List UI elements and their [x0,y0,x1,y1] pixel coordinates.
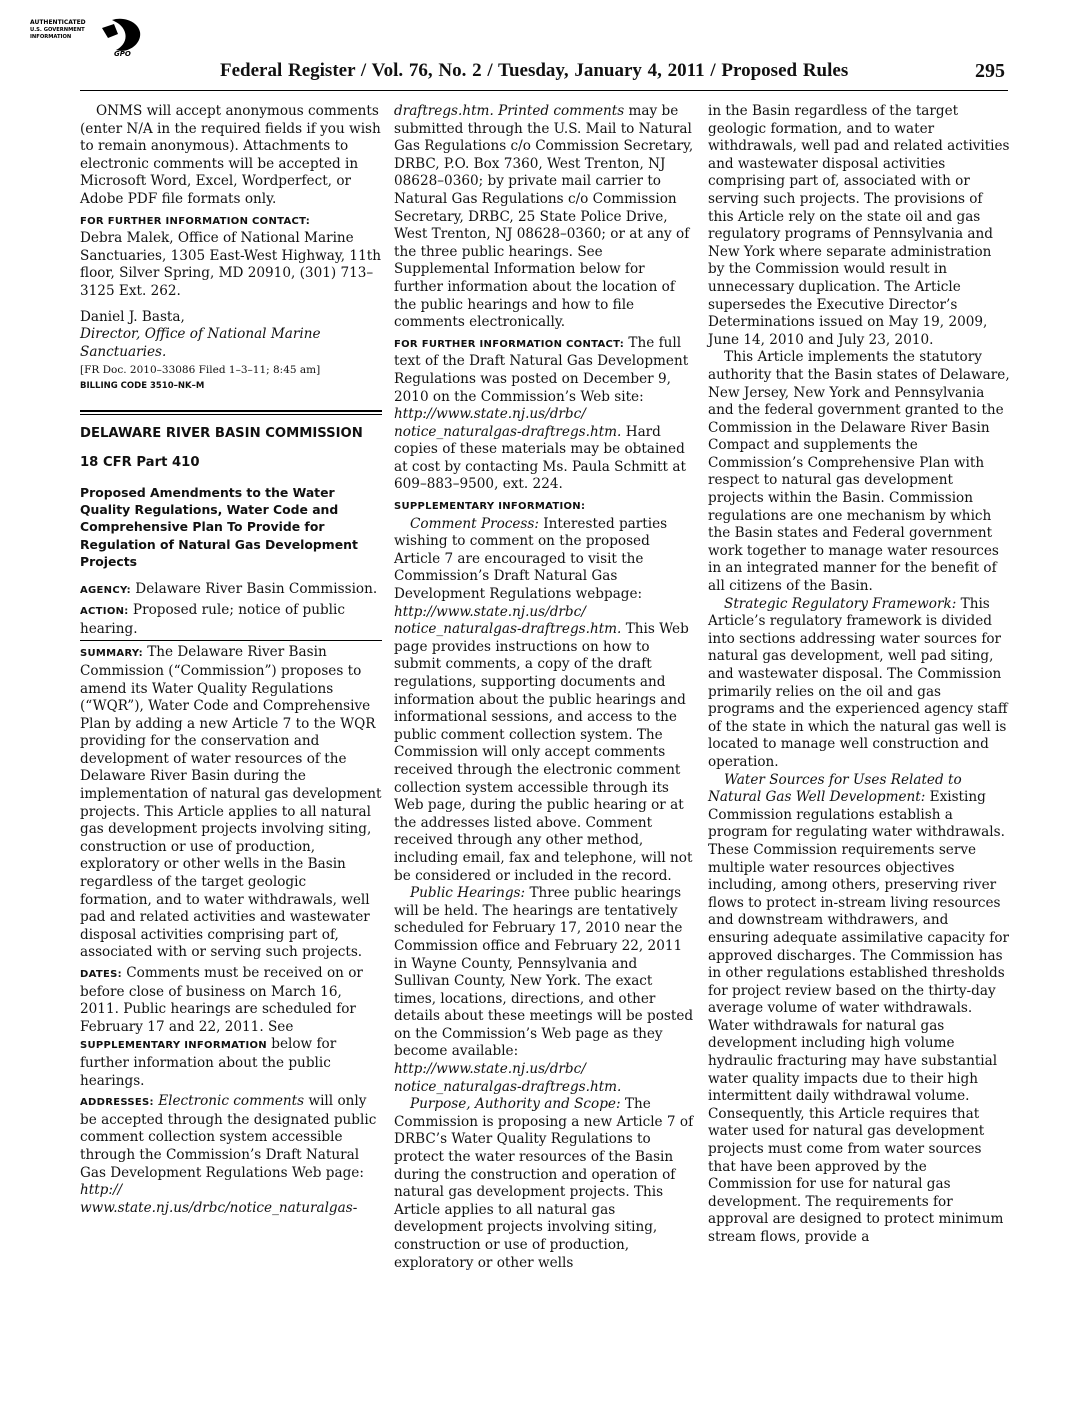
svg-text:INFORMATION: INFORMATION [30,34,72,40]
agency-line: AGENCY: Delaware River Basin Commission. [80,580,378,597]
scope-continuation-paragraph: in the Basin regardless of the target geologic formation, and to water withdrawals, well pad and related activities and wastewater disposal activities comprising part of, associated with or serving such projects. The provisions of this Article rely on the state oil and gas regulatory programs of Pennsylvania and New York where separate administration by the Commission would result in unnecessary duplication. The Article supersedes the Executive Director’s Determinations issued on May 19, 2009, June 14, 2010 and July 23, 2010. [708,103,1010,348]
page-header [220,60,1008,86]
svg-text:U.S. GOVERNMENT: U.S. GOVERNMENT [30,27,85,33]
signer-title: Director, Office of National Marine Sanctuaries. [80,326,321,360]
signer-name: Daniel J. Basta, [80,308,185,325]
summary-paragraph: SUMMARY: The Delaware River Basin Commission (“Commission”) proposes to amend its Water Quality Regulations (“WQR”), Water Code and Comprehensive Plan by adding a new Article 7 to the WQR providing for the conservation and development of water resources of the Delaware River Basin during the implementation of natural gas development projects. This Article applies to all natural gas development projects involving siting, construction or use of production, exploratory or other wells in the Basin regardless of the target geologic formation, and to water withdrawals, well pad and related activities and wastewater disposal activities comprising part of, associated with or serving such projects. [80,644,382,961]
printed-comments-paragraph: draftregs.htm. Printed comments may be submitted through the U.S. Mail to Natural Gas Regulations c/o Commission Secretary, DRBC, P.O. Box 7360, West Trenton, NJ 08628–0360; by private mail carrier to Natural Gas Regulations c/o Commission Secretary, DRBC, 25 State Police Drive, West Trenton, NJ 08628–0360; or at any of the three public hearings. See Supplemental Information below for further information about the location of the public hearings and how to file comments electronically. [394,103,694,331]
svg-text:AUTHENTICATED: AUTHENTICATED [30,19,86,26]
action-line: ACTION: Proposed rule; notice of public hearing. [80,602,345,637]
billing-code: BILLING CODE 3510–NK–M [80,381,205,392]
agency-heading: DELAWARE RIVER BASIN COMMISSION [80,425,363,441]
purpose-paragraph: Purpose, Authority and Scope: The Commission is proposing a new Article 7 of DRBC’s Water Quality Regulations to protect the water resources of the Basin during the construction and operation of natural gas development projects. This Article applies to all natural gas development projects involving siting, construction or use of production, exploratory or other wells [394,1096,694,1271]
contact-paragraph-1: FOR FURTHER INFORMATION CONTACT: Debra Malek, Office of National Marine Sanctuaries, 1305 East-West Highway, 11th floor, Silver Spring, MD 20910, (301) 713–3125 Ext. 262. [80,215,381,299]
comment-process-paragraph: Comment Process: Interested parties wishing to comment on the proposed Article 7 are encouraged to visit the Commission’s Draft Natural Gas Development Regulations webpage: http://www.state.nj.us/drbc/ notice_naturalgas-draftregs.htm. This Web page provides instructions on how to submit comments, a copy of the draft regulations, supporting documents and information about the public hearings and informational sessions, and access to the public comment collection system. The Commission will only accept comments received through the electronic comment collection system accessible through its Web page, during the public hearing or at the addresses listed above. Comment received through any other method, including email, fax and telephone, will not be considered or included in the record. [394,515,693,884]
page-number: 295 [975,60,1005,82]
column-3 [708,103,1010,1247]
gpo-authenticated-logo [28,14,146,58]
ffic-label: FOR FURTHER INFORMATION CONTACT: [80,215,311,227]
regulatory-framework-paragraph: Strategic Regulatory Framework: This Article’s regulatory framework is divided into sections addressing water sources for natural gas development, well pad siting, and wastewater disposal. The Commission primarily relies on the oil and gas programs and the experienced agency staff of the state in which the natural gas well is located to manage well construction and operation. [708,595,1008,770]
rule-title: Proposed Amendments to the Water Quality Regulations, Water Code and Comprehensive Plan To Provide for Regulation of Natural Gas Development Projects [80,484,358,570]
supplementary-label: SUPPLEMENTARY INFORMATION: [394,501,586,513]
fr-doc-line: [FR Doc. 2010–33086 Filed 1–3–11; 8:45 am] [80,364,321,377]
statutory-authority-paragraph: This Article implements the statutory authority that the Basin states of Delaware, New Jersey, New York and Pennsylvania and the federal government granted to the Commission in the Delaware River Basin Compact and supplements the Commission’s Comprehensive Plan with respect to natural gas development projects within the Basin. Commission regulations are one mechanism by which the Basin states and Federal government work together to manage water resources in an integrated manner for the benefit of all citizens of the Basin. [708,349,1010,595]
svg-text:GPO: GPO [114,50,131,58]
dates-paragraph: DATES: Comments must be received on or before close of business on March 16, 2011. Public hearings are scheduled for February 17 and 22, 2011. See SUPPLEMENTARY INFORMATION below for further information about the public hearings. [80,965,363,1089]
header-rule [80,90,1008,91]
header-citation: Federal Register / Vol. 76, No. 2 / Tuesday, January 4, 2011 / Proposed Rules [220,60,849,81]
column-1 [80,103,382,1217]
column-2 [394,103,696,1272]
addresses-paragraph: ADDRESSES: Electronic comments will only be accepted through the designated public comment collection system accessible through the Commission’s Draft Natural Gas Development Regulations Web page: http:// www.state.nj.us/drbc/notice_naturalgas- [80,1093,377,1216]
summary-rule [80,640,382,641]
contact-paragraph-2: FOR FURTHER INFORMATION CONTACT: The full text of the Draft Natural Gas Development Regulations was posted on December 9, 2010 on the Commission’s Web site: http://www.state.nj.us/drbc/ notice_naturalgas-draftregs.htm. Hard copies of these materials may be obtained at cost by contacting Ms. Paula Schmitt at 609–883–9500, ext. 224. [394,334,689,493]
section-divider [80,410,382,415]
water-sources-paragraph: Water Sources for Uses Related to Natural Gas Well Development: Existing Commission regulations establish a program for regulating water withdrawals. These Commission requirements serve multiple water resources objectives including, among others, preserving river flows to protect in-stream living resources and downstream withdrawers, and ensuring adequate assimilative capacity for approved discharges. The Commission has in other regulations established thresholds for project review based on the thirty-day average volume of water withdrawals. Water withdrawals for natural gas development including high volume hydraulic fracturing may have substantial water quality impacts due to their high intermittent daily withdrawal volume. Consequently, this Article requires that water used for natural gas development projects must come from water sources that have been approved by the Commission for use for natural gas development. The requirements for approval are designed to protect minimum stream flows, provide a [708,771,1010,1245]
public-hearings-paragraph: Public Hearings: Three public hearings will be held. The hearings are tentatively scheduled for February 17, 2010 near the Commission office and February 22, 2011 in Wayne County, Pennsylvania and Sullivan County, New York. The exact times, locations, directions, and other details about these meetings will be posted on the Commission’s Web page as they become available: http://www.state.nj.us/drbc/ notice_naturalgas-draftregs.htm. [394,885,694,1095]
cfr-part: 18 CFR Part 410 [80,454,200,470]
onms-paragraph: ONMS will accept anonymous comments (enter N/A in the required fields if you wish to remain anonymous). Attachments to electronic comments will be accepted in Microsoft Word, Excel, Wordperfect, or Adobe PDF file formats only. [80,103,381,207]
